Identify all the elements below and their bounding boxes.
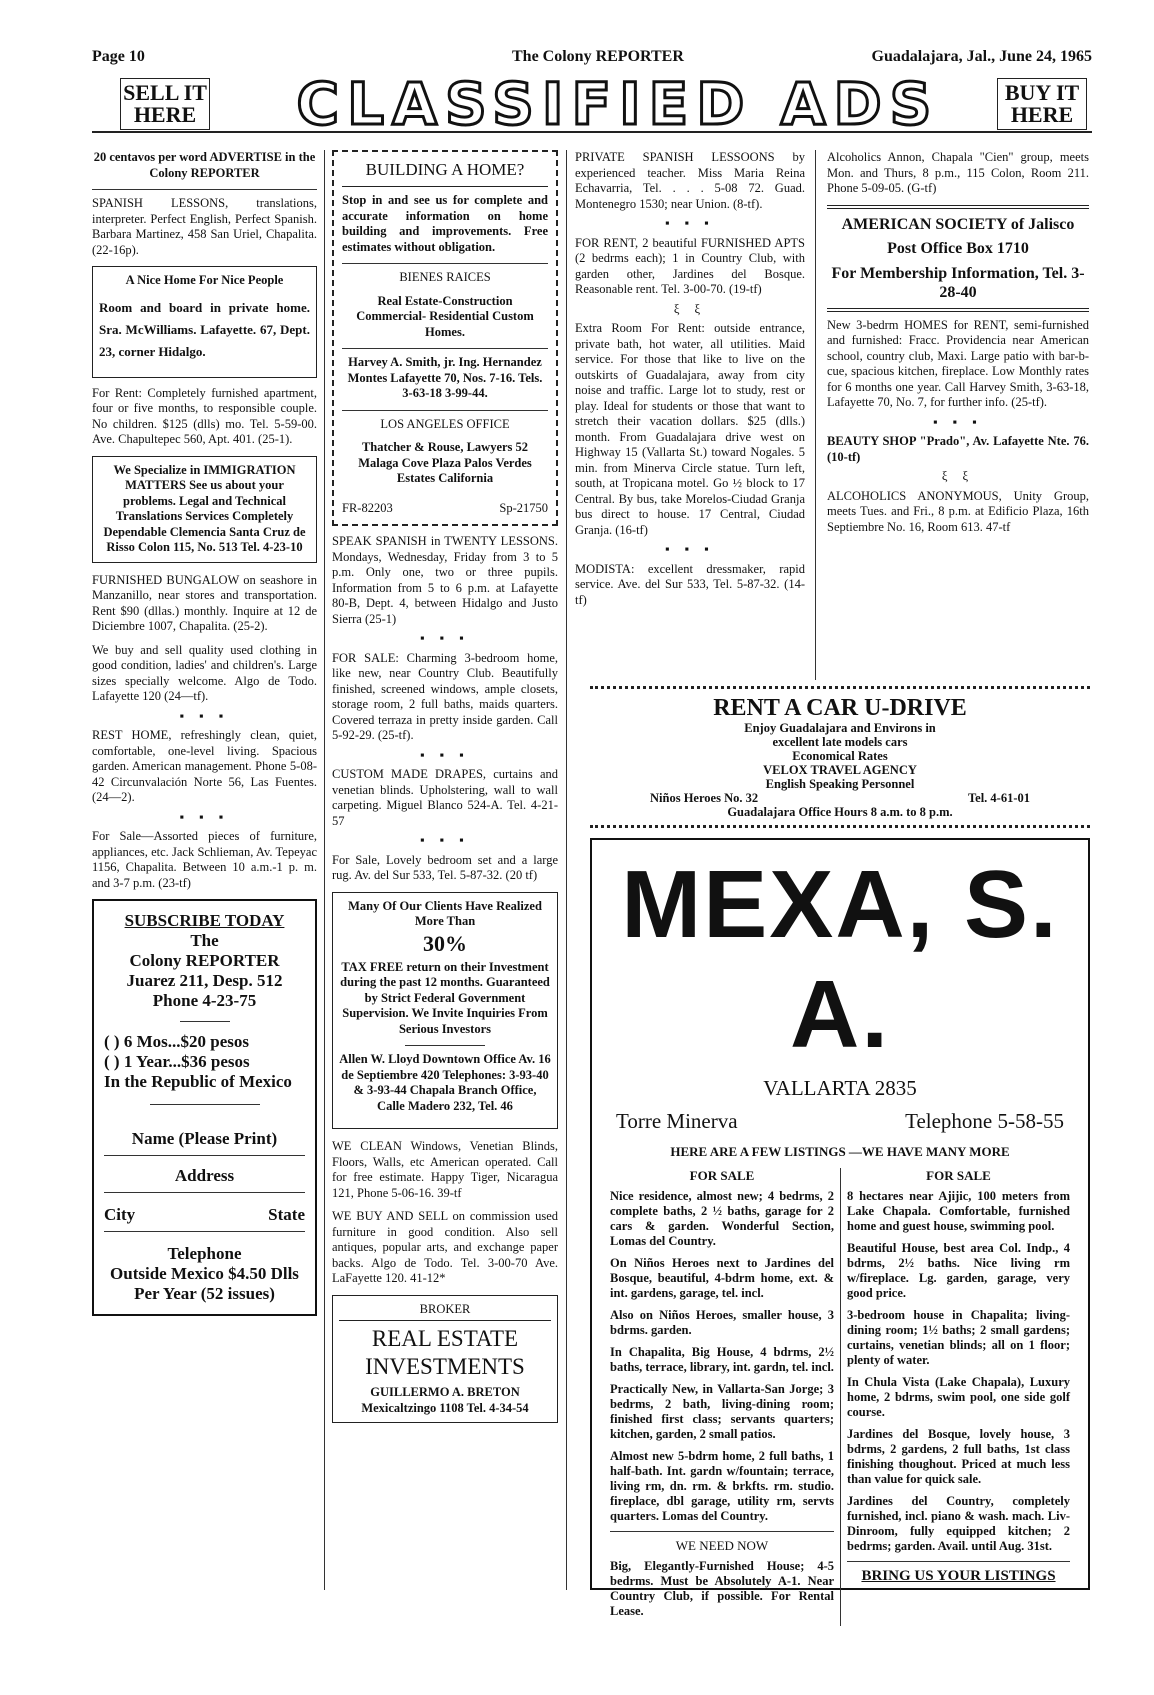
subscribe-line: Colony REPORTER (129, 951, 280, 970)
ad-buy-sell: WE BUY AND SELL on commission used furniture in good condition. Also sell antiques, popular arts, and exchange paper backs. Algo de Todo. Tel. 3-00-70 Ave. LaFayette 120. 41-12* (332, 1209, 558, 1285)
nice-home-body: Room and board in private home. Sra. McWilliams. Lafayette. 67, Dept. 23, corner Hidalgo. (99, 299, 310, 359)
building-home-body: Stop in and see us for complete and accurate information on home building and improvements. Free estimates without obligation. (342, 193, 548, 254)
separator-stars: ▪ ▪ ▪ (933, 414, 983, 429)
ad-beauty-shop: BEAUTY SHOP "Prado", Av. Lafayette Nte. 76. (10-tf) (827, 434, 1089, 464)
separator-stars: ▪ ▪ ▪ (420, 631, 470, 645)
column-rule (566, 150, 567, 1590)
ad-custom-drapes: CUSTOM MADE DRAPES, curtains and venetian blinds. Upholstering, wall to wall carpeting. Miguel Blanco 524-A. Tel. 4-21-57 (332, 767, 558, 828)
tax-free-body: TAX FREE return on their Investment during the past 12 months. Guaranteed by Strict Federal Government Supervision. We Invite Inquiries From Serious Investors (340, 959, 550, 1036)
divider (342, 263, 548, 264)
listing: Jardines del Country, completely furnished, incl. piano & wash. mach. Liv-Dinroom, fully equipped kitchen; 2 bedrms; garden. Avail. until Aug. 31st. (847, 1494, 1070, 1553)
rent-a-car-line: English Speaking Personnel (765, 777, 915, 791)
separator-stars: ξ ξ (941, 469, 975, 483)
we-need-now-body: Big, Elegantly-Furnished House; 4-5 bedrms. Must be Absolutely A-1. Near Country Club, if possible. For Rental Lease. (610, 1559, 834, 1618)
la-office: LOS ANGELES OFFICE (380, 416, 510, 431)
separator-stars: ▪ ▪ ▪ (665, 542, 715, 556)
listing: In Chapalita, Big House, 4 bdrms, 2½ baths, terrace, library, int. gardn, tel. incl. (610, 1345, 834, 1374)
real-estate-investments: REAL ESTATE INVESTMENTS (365, 1326, 525, 1379)
telephone-field-label: Telephone (167, 1244, 242, 1263)
city-field-label: City (104, 1205, 136, 1224)
rent-a-car-line: Economical Rates (792, 749, 888, 763)
ad-house-sale: FOR SALE: Charming 3-bedroom home, like new, near Country Club. Beautifully finished, screened windows, ample closets, storage room, 2 full baths, maids quarters. Covered terraza in pretty inside garden. Call 5-92-29. (25-tf). (332, 650, 558, 742)
column-rule (815, 150, 816, 680)
subscribe-heading: SUBSCRIBE TODAY (124, 911, 285, 930)
mexa-telephone: Telephone 5-58-55 (905, 1109, 1064, 1133)
listing: Also on Niños Heroes, smaller house, 3 bdrms. garden. (610, 1308, 834, 1337)
guillermo-breton-contact: GUILLERMO A. BRETON Mexicaltzingo 1108 Tel. 4-34-54 (361, 1385, 529, 1415)
bring-us-listings: BRING US YOUR LISTINGS (861, 1568, 1056, 1584)
ad-modista: MODISTA: excellent dressmaker, rapid service. Ave. del Sur 533, Tel. 5-87-32. (14-tf) (575, 561, 805, 607)
ad-new-homes-rent: New 3-bedrm HOMES for RENT, semi-furnished and furnished: Fracc. Providencia near American school, country club, Maxi. Large patio with bar-b-cue, spacious kitchen, fireplace. Low Monthly rates for 6 months one year. Call Harvey Smith, 3-63-18, Lafayette 70, No. 7, for further info. (25-tf). (827, 317, 1089, 409)
american-society-po-box: Post Office Box 1710 (887, 239, 1029, 257)
ad-clothing: We buy and sell quality used clothing in good condition, ladies' and children's. Large sizes specially welcome. Algo de Todo. Lafayette 120 (24—tf). (92, 642, 317, 703)
rent-a-car-heading: RENT A CAR U-DRIVE (713, 695, 967, 721)
we-need-now-heading: WE NEED NOW (675, 1538, 769, 1553)
ad-bedroom-set: For Sale, Lovely bedroom set and a large rug. Av. del Sur 533, Tel. 5-87-32. (20 tf) (332, 852, 558, 882)
listing: Almost new 5-bdrm home, 2 full baths, 1 half-bath. Int. gardn w/fountain; terrace, living rm, dn. rm. & brkfts. rm. studio. fireplace, dbl garage, utility rm, servts quarters. Lomas del Country. (610, 1449, 834, 1523)
mexa-listings (604, 1168, 1076, 1626)
subscribe-address: Juarez 211, Desp. 512 (126, 971, 283, 990)
divider (92, 189, 317, 190)
harvey-smith-contact: Harvey A. Smith, jr. Ing. Hernandez Montes Lafayette 70, Nos. 7-16. Tels. 3-63-18 3-99-44. (347, 355, 543, 400)
divider (104, 1231, 305, 1232)
ad-rent-a-car (590, 686, 1090, 828)
divider (847, 1561, 1070, 1562)
mexa-torre: Torre Minerva (616, 1109, 738, 1133)
ad-we-clean: WE CLEAN Windows, Venetian Blinds, Floors, Walls, etc American operated. Call for free estimate. Happy Tiger, Nicaragua 121, Phone 5-06-16. 39-tf (332, 1139, 558, 1200)
la-office-address: Thatcher & Rouse, Lawyers 52 Malaga Cove Plaza Palos Verdes Estates California (358, 440, 532, 485)
classified-ads-title: CLASSIFIED ADS (296, 70, 940, 138)
listing: On Niños Heroes next to Jardines del Bosque, beautiful, 4-bdrm home, ext. & int. gardens, garage, tel. incl. (610, 1256, 834, 1300)
mexa-logo: MEXA, S. A. (621, 851, 1059, 1068)
ad-furnished-apts: FOR RENT, 2 beautiful FURNISHED APTS (2 bedrms each); 1 in Country Club, with garden other, Jardines del Bosque. Reasonable rent. Tel. 3-00-70. (19-tf) (575, 235, 805, 296)
dateline: Guadalajara, Jal., June 24, 1965 (871, 48, 1092, 65)
rent-a-car-agency: VELOX TRAVEL AGENCY (763, 763, 917, 777)
option-1-year: ( ) 1 Year...$36 pesos (104, 1052, 250, 1071)
listing: 8 hectares near Ajijic, 100 meters from Lake Chapala. Comfortable, furnished home and guest house, swimming pool. (847, 1189, 1070, 1233)
mexa-address: VALLARTA 2835 (763, 1076, 917, 1100)
outside-mexico-rate: Outside Mexico $4.50 Dlls Per Year (52 issues) (110, 1264, 299, 1303)
listing: Beautiful House, best area Col. Indp., 4 bdrms, 2½ baths. Nice living rm w/fireplace. Lg. garden, garage, very good price. (847, 1241, 1070, 1300)
column-4 (827, 150, 1089, 543)
ad-mexa (590, 838, 1090, 1618)
classified-banner (92, 70, 1092, 138)
ad-speak-spanish: SPEAK SPANISH in TWENTY LESSONS. Mondays, Wednesday, Friday from 3 to 5 p.m. Only one, two or three pupils. Information from 5 to 6 p.m. at Lafayette 80-B, Dept. 4, between Hidalgo and Justo Sierra (25-1) (332, 534, 558, 626)
separator-stars: ▪ ▪ ▪ (665, 216, 715, 230)
rent-a-car-hours: Guadalajara Office Hours 8 a.m. to 8 p.m. (727, 805, 953, 819)
mexa-listings-right (840, 1168, 1076, 1626)
rent-a-car-address-row (590, 791, 1090, 805)
page-number: Page 10 (92, 48, 145, 65)
ad-alcoholics-unity: ALCOHOLICS ANONYMOUS, Unity Group, meets Tues. and Fri., 8 p.m. at Edificio Plaza, 16th Septiembre No. 16, Room 613. 47-tf (827, 488, 1089, 534)
bienes-raices: BIENES RAICES (399, 270, 491, 284)
subscribe-line: The (190, 931, 219, 950)
bienes-raices-services: Real Estate-Construction Commercial- Residential Custom Homes. (356, 293, 534, 339)
mexa-listings-heading: HERE ARE A FEW LISTINGS —WE HAVE MANY MORE (670, 1144, 1010, 1159)
subscribe-phone: Phone 4-23-75 (152, 991, 257, 1010)
divider (104, 1155, 305, 1156)
ad-code-sp: Sp-21750 (499, 500, 548, 515)
column-3 (575, 150, 805, 616)
divider (610, 1531, 834, 1532)
ad-private-spanish: PRIVATE SPANISH LESSOONS by experienced teacher. Miss Maria Reina Echavarria, Tel. . . . 5-08 72. Guad. Montenegro 1530; near Union. (8-tf). (575, 150, 805, 211)
column-2 (332, 150, 558, 1423)
ad-nice-home (92, 266, 317, 378)
address-field-label: Address (174, 1166, 235, 1185)
paper-name: The Colony REPORTER (512, 48, 684, 65)
sell-it-here: SELL IT HERE (120, 78, 210, 130)
ad-bungalow: FURNISHED BUNGALOW on seashore in Manzanillo, near stores and transportation. Rent $90 (dllas.) monthly. Inquire at 12 de Diciembre 1007, Chapalita. (25-2). (92, 572, 317, 633)
ad-extra-room: Extra Room For Rent: outside entrance, private bath, hot water, all utilities. Maid service. For those that like to live on the outskirts of Guadalajara, away from city noise and traffic. Large lot to study, rest or play. Ideal for students or those that want to stretch their vacation dollars. $25 (dlls.) month. From Guadalajara drive west on Highway 15 (Vallarta St.) toward Nogales. 5 min. from Minerva Circle statue. Turn left, south, at Tropicana motel. Go ½ block to 17 Central. By bus, take Morelos-Ciudad Granja bus direct to house. 17 Central, Ciudad Granja. (16-tf) (575, 321, 805, 537)
for-sale-heading: FOR SALE (926, 1168, 991, 1183)
ad-broker (332, 1295, 558, 1424)
allen-lloyd-contact: Allen W. Lloyd Downtown Office Av. 16 de Septiembre 420 Telephones: 3-93-40 & 3-93-44 Chapala Branch Office, Calle Madero 232, Tel. 46 (339, 1052, 551, 1113)
divider (180, 1021, 230, 1022)
ad-furniture-sale: For Sale—Assorted pieces of furniture, appliances, etc. Jack Schlieman, Av. Tepeyac 1156, Chapalita. Between 10 a.m.-1 p. m. and 3-7 p.m. (23-tf) (92, 829, 317, 890)
divider (104, 1192, 305, 1193)
separator-stars: ▪ ▪ ▪ (420, 747, 470, 762)
listing: 3-bedroom house in Chapalita; living-dining room; 1½ baths; 2 small gardens; curtains, venetian blinds; all on 1 floor; plenty of water. (847, 1308, 1070, 1367)
listing: Practically New, in Vallarta-San Jorge; 3 bedrms, 2 bath, living-dining room; finished first class; servants quarters; kitchen, garden, 2 small patios. (610, 1382, 834, 1441)
rent-a-car-tel: Tel. 4-61-01 (967, 791, 1030, 805)
subscribe-form (92, 899, 317, 1316)
listing: Nice residence, almost new; 4 bedrms, 2 complete baths, 2 ½ baths, garage for 2 cars & garden. Wonderful Section, Lomas del Country. (610, 1189, 834, 1248)
building-home-heading: BUILDING A HOME? (342, 160, 548, 187)
page-header (92, 48, 1092, 68)
rent-a-car-address: Niños Heroes No. 32 (650, 791, 759, 805)
column-1 (92, 150, 317, 1316)
ad-code-fr: FR-82203 (342, 500, 393, 515)
nice-home-title: A Nice Home For Nice People (125, 273, 284, 287)
separator-stars: ξ ξ (673, 301, 707, 316)
ad-american-society (827, 205, 1089, 312)
option-6-months: ( ) 6 Mos...$20 pesos (104, 1032, 249, 1051)
ad-spanish-lessons: SPANISH LESSONS, translations, interpreter. Perfect English, Perfect Spanish. Barbara Martinez, 458 San Uriel, Chapalita. (22-16p). (92, 196, 317, 257)
name-field-label: Name (Please Print) (131, 1129, 278, 1148)
city-state-row (104, 1205, 305, 1225)
divider (342, 410, 548, 411)
separator-stars: ▪ ▪ ▪ (179, 708, 230, 723)
for-sale-heading: FOR SALE (689, 1168, 755, 1183)
broker-label: BROKER (339, 1302, 551, 1322)
rent-a-car-line: Enjoy Guadalajara and Environs in (744, 721, 936, 735)
separator-stars: ▪ ▪ ▪ (420, 833, 470, 847)
state-field-label: State (268, 1205, 305, 1224)
ad-rest-home: REST HOME, refreshingly clean, quiet, comfortable, one-level living. Spacious garden. American management. Phone 5-08-42 Circunvalación Norte 56, Las Fuentes. (24—2). (92, 728, 317, 804)
tax-free-heading: Many Of Our Clients Have Realized More Than (348, 898, 542, 928)
ad-alcoholics-chapala: Alcoholics Annon, Chapala "Cien" group, meets Mon. and Thurs, 8 p.m., 115 Colon, Room 211. Phone 5-09-05. (G-tf) (827, 150, 1089, 195)
mexa-listings-left (604, 1168, 840, 1626)
ad-building-home (332, 150, 558, 526)
tax-free-percent: 30% (423, 930, 467, 956)
ad-immigration: We Specialize in IMMIGRATION MATTERS See us about your problems. Legal and Technical Translations Services Completely Dependable Clemencia Santa Cruz de Risso Colon 115, No. 513 Tel. 4-23-10 (92, 456, 317, 563)
divider (405, 1045, 485, 1046)
american-society-membership: For Membership Information, Tel. 3-28-40 (831, 264, 1085, 301)
listing: Jardines del Bosque, lovely house, 3 bdrms, 2 gardens, 2 full baths, 1st class finishing thoughout. Priced at much less than value for quick sale. (847, 1427, 1070, 1486)
rent-a-car-line: excellent late models cars (772, 735, 908, 749)
column-rule (324, 150, 325, 1590)
option-note: In the Republic of Mexico (104, 1072, 292, 1091)
ad-tax-free (332, 892, 558, 1130)
buy-it-here: BUY IT HERE (997, 78, 1087, 130)
ad-codes (342, 501, 548, 517)
divider (342, 348, 548, 349)
listing: In Chula Vista (Lake Chapala), Luxury home, 2 bdrms, swim pool, one side golf course. (847, 1375, 1070, 1419)
mexa-contact-row (604, 1109, 1076, 1134)
american-society-title: AMERICAN SOCIETY of Jalisco (841, 215, 1075, 233)
divider (150, 1104, 260, 1105)
ad-apartment-rent: For Rent: Completely furnished apartment, four or five months, to responsible couple. No children. $125 (dlls) mo. Tel. 5-59-00. Ave. Chapultepec 560, Apt. 401. (25-1). (92, 385, 317, 446)
separator-stars: ▪ ▪ ▪ (179, 809, 230, 824)
ad-rates: 20 centavos per word ADVERTISE in the Colony REPORTER (93, 150, 316, 180)
